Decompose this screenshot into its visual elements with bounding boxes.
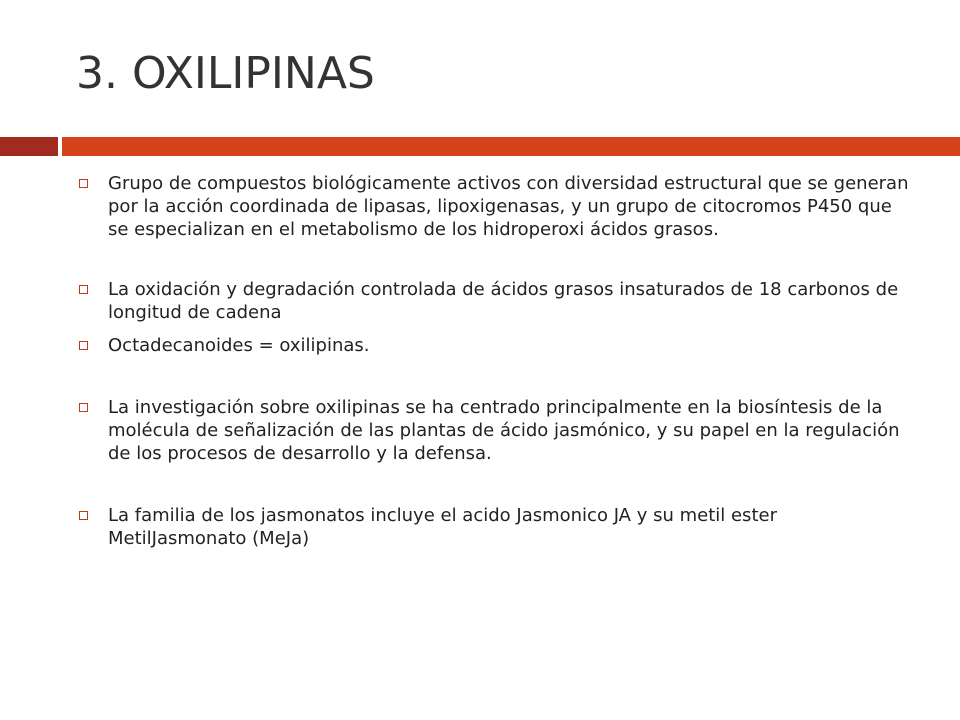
bullet-text: Octadecanoides = oxilipinas. <box>108 335 370 356</box>
hollow-square-bullet-icon <box>79 341 88 350</box>
hollow-square-bullet-icon <box>79 285 88 294</box>
bullet-item <box>76 504 916 550</box>
bullet-text: La investigación sobre oxilipinas se ha centrado principalmente en la biosíntesis de la molécula de señalización de las plantas de ácido jasmónico, y su papel en la regulación de los procesos de desarrollo y la defensa. <box>108 397 900 464</box>
bullet-item <box>76 172 916 241</box>
bullet-text: La familia de los jasmonatos incluye el acido Jasmonico JA y su metil ester MetilJasmonato (MeJa) <box>108 505 777 549</box>
bullet-item <box>76 334 916 357</box>
bullet-item <box>76 278 916 324</box>
bullet-list <box>76 172 916 550</box>
slide-title: 3. OXILIPINAS <box>76 48 375 99</box>
hollow-square-bullet-icon <box>79 179 88 188</box>
bullet-text: La oxidación y degradación controlada de ácidos grasos insaturados de 18 carbonos de longitud de cadena <box>108 279 899 323</box>
hollow-square-bullet-icon <box>79 511 88 520</box>
bullet-text: Grupo de compuestos biológicamente activos con diversidad estructural que se generan por la acción coordinada de lipasas, lipoxigenasas, y un grupo de citocromos P450 que se especializan en el metabolismo de los hidroperoxi ácidos grasos. <box>108 173 909 240</box>
bullet-item <box>76 396 916 465</box>
hollow-square-bullet-icon <box>79 403 88 412</box>
title-accent-bar <box>62 137 960 156</box>
title-accent-bar-dark <box>0 137 58 156</box>
